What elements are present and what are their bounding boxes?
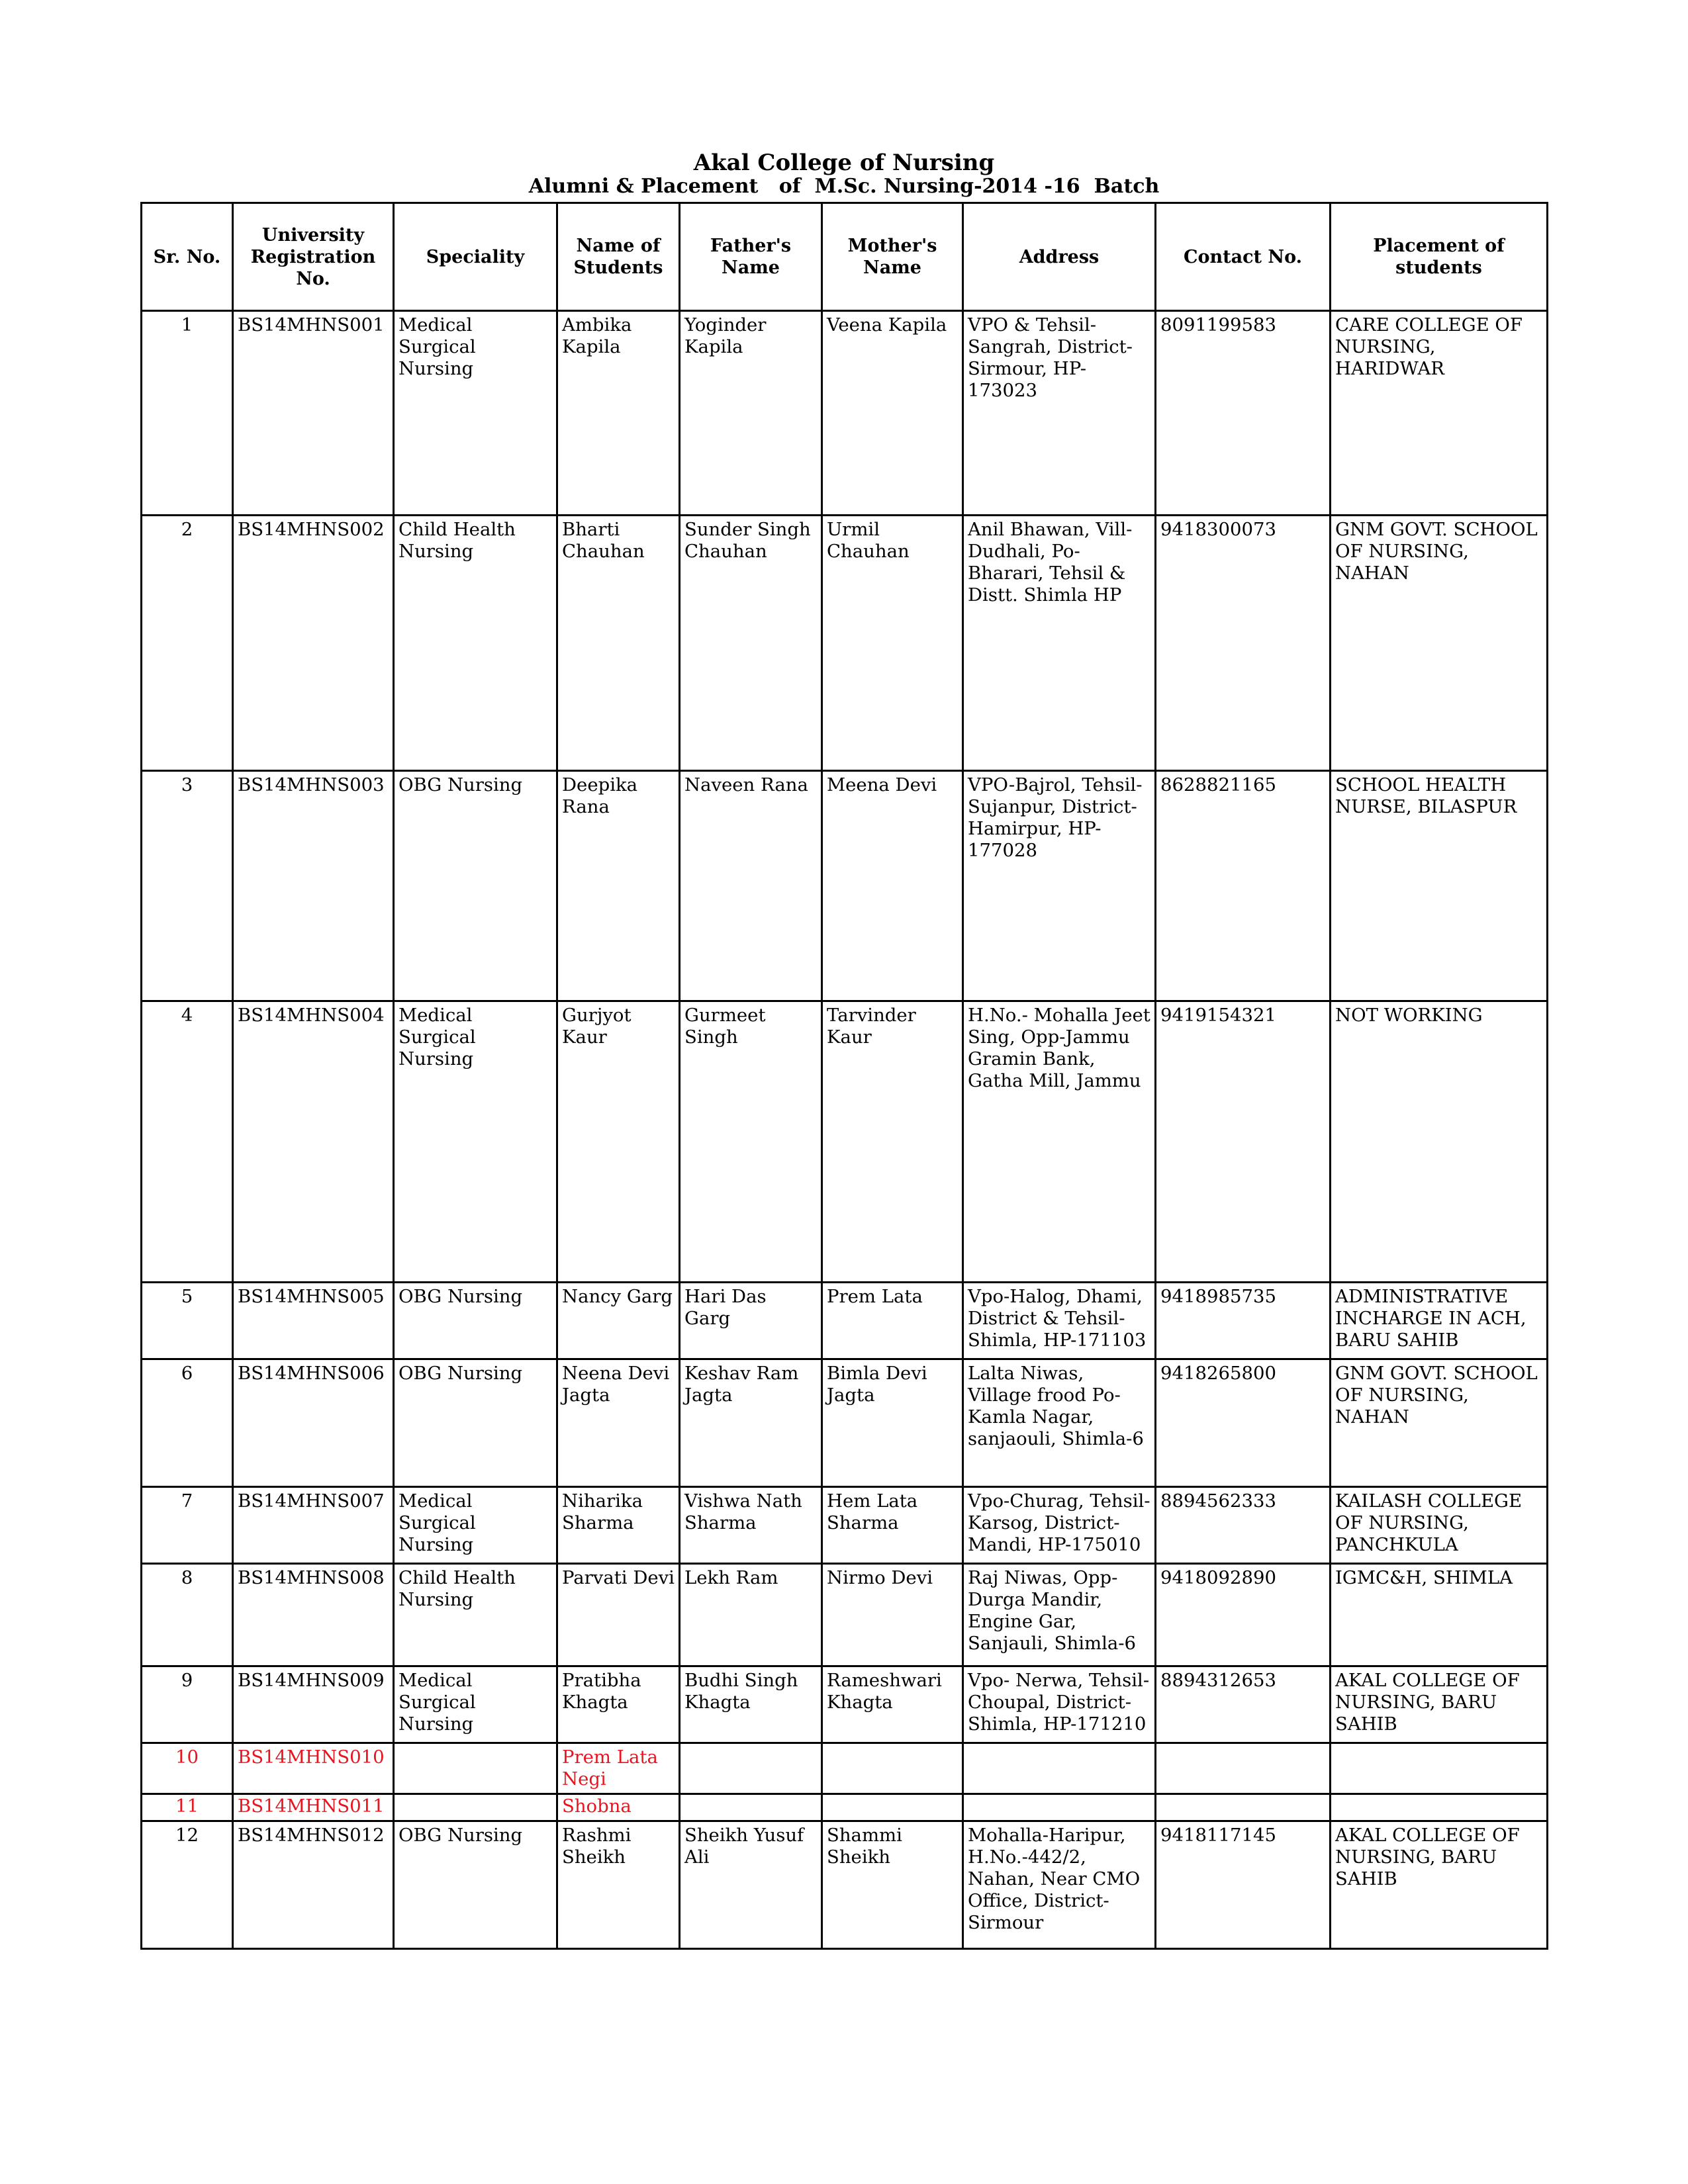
table-row <box>142 311 1548 516</box>
registration-no-cell: BS14MHNS001 <box>233 311 394 516</box>
sr-no-cell: 12 <box>142 1821 233 1949</box>
table-body <box>142 311 1548 1949</box>
address-cell: VPO & Tehsil-Sangrah, District-Sirmour, HP-173023 <box>963 311 1156 516</box>
contact-no-cell <box>1156 1743 1331 1794</box>
mother-name-cell: Prem Lata <box>822 1283 963 1359</box>
placement-cell: GNM GOVT. SCHOOL OF NURSING, NAHAN <box>1331 1359 1548 1487</box>
father-name-cell: Lekh Ram <box>680 1564 822 1666</box>
placement-cell: KAILASH COLLEGE OF NURSING, PANCHKULA <box>1331 1487 1548 1564</box>
student-name-cell: Gurjyot Kaur <box>557 1001 680 1283</box>
student-name-cell: Parvati Devi <box>557 1564 680 1666</box>
address-cell: Vpo- Nerwa, Tehsil-Choupal, District-Shimla, HP-171210 <box>963 1666 1156 1743</box>
mother-name-cell: Tarvinder Kaur <box>822 1001 963 1283</box>
speciality-cell <box>394 1794 557 1821</box>
sr-no-cell: 1 <box>142 311 233 516</box>
address-cell <box>963 1794 1156 1821</box>
placement-cell: ADMINISTRATIVE INCHARGE IN ACH, BARU SAHIB <box>1331 1283 1548 1359</box>
registration-no-cell: BS14MHNS006 <box>233 1359 394 1487</box>
speciality-cell <box>394 1743 557 1794</box>
contact-no-cell: 9418117145 <box>1156 1821 1331 1949</box>
table-row <box>142 1359 1548 1487</box>
father-name-cell: Vishwa Nath Sharma <box>680 1487 822 1564</box>
student-name-cell: Neena Devi Jagta <box>557 1359 680 1487</box>
placement-cell <box>1331 1743 1548 1794</box>
registration-no-cell: BS14MHNS011 <box>233 1794 394 1821</box>
contact-no-cell: 9418300073 <box>1156 516 1331 771</box>
student-name-cell: Bharti Chauhan <box>557 516 680 771</box>
student-name-cell: Nancy Garg <box>557 1283 680 1359</box>
placement-cell: AKAL COLLEGE OF NURSING, BARU SAHIB <box>1331 1821 1548 1949</box>
father-name-cell: Yoginder Kapila <box>680 311 822 516</box>
column-header-father-name: Father's Name <box>680 203 822 311</box>
registration-no-cell: BS14MHNS008 <box>233 1564 394 1666</box>
placement-cell <box>1331 1794 1548 1821</box>
father-name-cell: Budhi Singh Khagta <box>680 1666 822 1743</box>
column-header-sr-no: Sr. No. <box>142 203 233 311</box>
table-row <box>142 1001 1548 1283</box>
sr-no-cell: 8 <box>142 1564 233 1666</box>
father-name-cell: Sheikh Yusuf Ali <box>680 1821 822 1949</box>
mother-name-cell: Urmil Chauhan <box>822 516 963 771</box>
student-name-cell: Rashmi Sheikh <box>557 1821 680 1949</box>
contact-no-cell: 8091199583 <box>1156 311 1331 516</box>
contact-no-cell: 8628821165 <box>1156 771 1331 1001</box>
sr-no-cell: 7 <box>142 1487 233 1564</box>
address-cell: Mohalla-Haripur, H.No.-442/2, Nahan, Near CMO Office, District-Sirmour <box>963 1821 1156 1949</box>
student-name-cell: Pratibha Khagta <box>557 1666 680 1743</box>
contact-no-cell: 8894562333 <box>1156 1487 1331 1564</box>
sr-no-cell: 9 <box>142 1666 233 1743</box>
student-name-cell: Deepika Rana <box>557 771 680 1001</box>
mother-name-cell: Shammi Sheikh <box>822 1821 963 1949</box>
sr-no-cell: 4 <box>142 1001 233 1283</box>
table-row <box>142 1794 1548 1821</box>
student-name-cell: Shobna <box>557 1794 680 1821</box>
mother-name-cell: Rameshwari Khagta <box>822 1666 963 1743</box>
father-name-cell: Hari Das Garg <box>680 1283 822 1359</box>
father-name-cell: Keshav Ram Jagta <box>680 1359 822 1487</box>
mother-name-cell: Nirmo Devi <box>822 1564 963 1666</box>
father-name-cell <box>680 1743 822 1794</box>
speciality-cell: Child Health Nursing <box>394 516 557 771</box>
registration-no-cell: BS14MHNS003 <box>233 771 394 1001</box>
sr-no-cell: 3 <box>142 771 233 1001</box>
sr-no-cell: 11 <box>142 1794 233 1821</box>
sr-no-cell: 6 <box>142 1359 233 1487</box>
registration-no-cell: BS14MHNS010 <box>233 1743 394 1794</box>
document-title: Akal College of Nursing <box>693 150 995 176</box>
table-row <box>142 516 1548 771</box>
mother-name-cell <box>822 1743 963 1794</box>
address-cell: H.No.- Mohalla Jeet Sing, Opp-Jammu Gramin Bank, Gatha Mill, Jammu <box>963 1001 1156 1283</box>
registration-no-cell: BS14MHNS002 <box>233 516 394 771</box>
column-header-placement: Placement of students <box>1331 203 1548 311</box>
contact-no-cell: 9418985735 <box>1156 1283 1331 1359</box>
column-header-registration-no: University Registration No. <box>233 203 394 311</box>
registration-no-cell: BS14MHNS007 <box>233 1487 394 1564</box>
contact-no-cell: 9419154321 <box>1156 1001 1331 1283</box>
address-cell <box>963 1743 1156 1794</box>
table-row <box>142 1487 1548 1564</box>
table-row <box>142 1283 1548 1359</box>
speciality-cell: Medical Surgical Nursing <box>394 311 557 516</box>
address-cell: Vpo-Halog, Dhami, District & Tehsil-Shimla, HP-171103 <box>963 1283 1156 1359</box>
table-row <box>142 771 1548 1001</box>
placement-cell: AKAL COLLEGE OF NURSING, BARU SAHIB <box>1331 1666 1548 1743</box>
address-cell: Anil Bhawan, Vill-Dudhali, Po-Bharari, Tehsil & Distt. Shimla HP <box>963 516 1156 771</box>
document-subtitle: Alumni & Placement of M.Sc. Nursing-2014 -16 Batch <box>528 175 1160 198</box>
sr-no-cell: 10 <box>142 1743 233 1794</box>
student-name-cell: Niharika Sharma <box>557 1487 680 1564</box>
student-name-cell: Ambika Kapila <box>557 311 680 516</box>
column-header-contact-no: Contact No. <box>1156 203 1331 311</box>
registration-no-cell: BS14MHNS004 <box>233 1001 394 1283</box>
sr-no-cell: 2 <box>142 516 233 771</box>
column-header-mother-name: Mother's Name <box>822 203 963 311</box>
father-name-cell: Sunder Singh Chauhan <box>680 516 822 771</box>
speciality-cell: OBG Nursing <box>394 771 557 1001</box>
speciality-cell: OBG Nursing <box>394 1821 557 1949</box>
registration-no-cell: BS14MHNS009 <box>233 1666 394 1743</box>
speciality-cell: OBG Nursing <box>394 1283 557 1359</box>
placement-cell: SCHOOL HEALTH NURSE, BILASPUR <box>1331 771 1548 1001</box>
mother-name-cell: Hem Lata Sharma <box>822 1487 963 1564</box>
table-row <box>142 1743 1548 1794</box>
speciality-cell: OBG Nursing <box>394 1359 557 1487</box>
speciality-cell: Medical Surgical Nursing <box>394 1001 557 1283</box>
contact-no-cell <box>1156 1794 1331 1821</box>
alumni-placement-table <box>140 202 1548 1950</box>
contact-no-cell: 8894312653 <box>1156 1666 1331 1743</box>
placement-cell: CARE COLLEGE OF NURSING, HARIDWAR <box>1331 311 1548 516</box>
address-cell: VPO-Bajrol, Tehsil-Sujanpur, District-Hamirpur, HP-177028 <box>963 771 1156 1001</box>
speciality-cell: Child Health Nursing <box>394 1564 557 1666</box>
address-cell: Lalta Niwas, Village frood Po-Kamla Nagar, sanjaouli, Shimla-6 <box>963 1359 1156 1487</box>
table-row <box>142 1821 1548 1949</box>
column-header-student-name: Name of Students <box>557 203 680 311</box>
speciality-cell: Medical Surgical Nursing <box>394 1666 557 1743</box>
mother-name-cell: Meena Devi <box>822 771 963 1001</box>
registration-no-cell: BS14MHNS005 <box>233 1283 394 1359</box>
column-header-address: Address <box>963 203 1156 311</box>
father-name-cell <box>680 1794 822 1821</box>
mother-name-cell <box>822 1794 963 1821</box>
mother-name-cell: Veena Kapila <box>822 311 963 516</box>
table-row <box>142 1666 1548 1743</box>
speciality-cell: Medical Surgical Nursing <box>394 1487 557 1564</box>
contact-no-cell: 9418092890 <box>1156 1564 1331 1666</box>
table-row <box>142 1564 1548 1666</box>
column-header-speciality: Speciality <box>394 203 557 311</box>
registration-no-cell: BS14MHNS012 <box>233 1821 394 1949</box>
address-cell: Vpo-Churag, Tehsil-Karsog, District-Mandi, HP-175010 <box>963 1487 1156 1564</box>
table-header-row <box>142 203 1548 311</box>
address-cell: Raj Niwas, Opp-Durga Mandir, Engine Gar, Sanjauli, Shimla-6 <box>963 1564 1156 1666</box>
father-name-cell: Gurmeet Singh <box>680 1001 822 1283</box>
father-name-cell: Naveen Rana <box>680 771 822 1001</box>
placement-cell: GNM GOVT. SCHOOL OF NURSING, NAHAN <box>1331 516 1548 771</box>
student-name-cell: Prem Lata Negi <box>557 1743 680 1794</box>
contact-no-cell: 9418265800 <box>1156 1359 1331 1487</box>
mother-name-cell: Bimla Devi Jagta <box>822 1359 963 1487</box>
placement-cell: IGMC&H, SHIMLA <box>1331 1564 1548 1666</box>
sr-no-cell: 5 <box>142 1283 233 1359</box>
placement-cell: NOT WORKING <box>1331 1001 1548 1283</box>
